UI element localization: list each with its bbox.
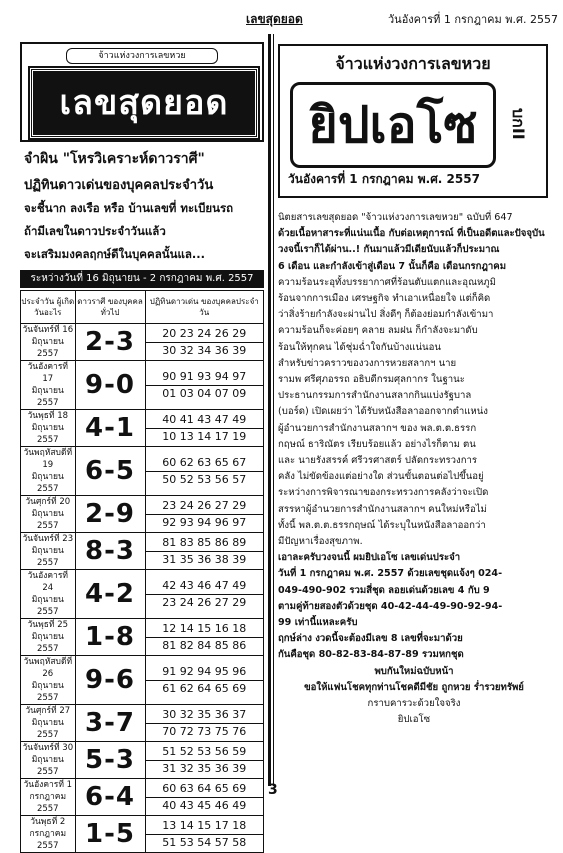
row-numbers [145, 410, 263, 447]
row-numbers-1: 81 83 85 86 89 [146, 535, 263, 552]
row-date [21, 496, 76, 533]
article-line: ร้อนให้ทุกคน ได้ชุ่มฉ่ำใจกันบ้างแน่นอน [278, 341, 441, 353]
row-numbers [145, 656, 263, 705]
row-numbers [145, 619, 263, 656]
row-month: มิถุนายน 2557 [31, 423, 64, 445]
table-row [21, 779, 264, 816]
row-star-number: 6-5 [75, 447, 145, 496]
row-star-number: 1-8 [75, 619, 145, 656]
magazine-logo [20, 42, 264, 142]
row-star-number: 5-3 [75, 742, 145, 779]
row-month: มิถุนายน 2557 [31, 509, 64, 531]
row-numbers-2: 40 43 45 46 49 [162, 798, 247, 812]
article-line: ผู้อำนวยการสำนักงานสลากฯ ของ พล.ต.ต.ธรรก [278, 422, 477, 434]
masthead-name: ยิปเอโซ [290, 82, 496, 168]
right-column [278, 34, 550, 786]
row-numbers-1: 30 32 35 36 37 [146, 707, 263, 724]
table-row [21, 447, 264, 496]
row-month: มิถุนายน 2557 [31, 632, 64, 654]
row-numbers-1: 42 43 46 47 49 [146, 578, 263, 595]
row-numbers-2: 01 03 04 07 09 [162, 386, 247, 400]
article-body [278, 210, 550, 729]
row-date [21, 656, 76, 705]
row-date [21, 705, 76, 742]
row-star-number: 4-1 [75, 410, 145, 447]
logo-tagline: จ้าวแห่งวงการเลขหวย [66, 48, 218, 64]
row-numbers-2: 81 82 84 85 86 [162, 638, 247, 652]
row-day: วันจันทร์ที่ 23 [22, 534, 74, 544]
row-star-number: 1-5 [75, 816, 145, 853]
article-line: วงจนี้เราก็ได้ผ่าน..! กันมาแล้วมีเดียนับแล้วก็ประมาณ [278, 244, 500, 256]
article-line: (บอร์ด) เปิดเผยว่า ได้รับหนังสือลาออกจากตำแหน่ง [278, 406, 488, 418]
row-numbers-1: 12 14 15 16 18 [146, 621, 263, 638]
article-line: ประธานกรรมการสำนักงานสลากกินแบ่งรัฐบาล [278, 390, 472, 402]
row-numbers-2: 50 52 53 56 57 [162, 472, 247, 486]
row-star-number: 2-9 [75, 496, 145, 533]
header-date: วันอังคารที่ 1 กรกฎาคม พ.ศ. 2557 [388, 13, 558, 26]
intro-line-4: ถ้ามีเลขในดาวประจำวันแล้ว [24, 224, 166, 238]
intro-line-2: ปฏิทินดาวเด่นของบุคคลประจำวัน [24, 178, 214, 193]
article-line: ทั้งนี้ พล.ต.ต.ธรรกฤษณ์ ได้ระบุในหนังสือลาออกว่า [278, 519, 486, 531]
article-line: และ นายรังสรรค์ ศรีวรศาสตร์ ปลัดกระทรวงการ [278, 455, 478, 467]
row-date [21, 570, 76, 619]
row-day: วันพุธที่ 18 [27, 411, 69, 421]
row-star-number: 4-2 [75, 570, 145, 619]
column-divider-thin [273, 34, 274, 786]
row-day: วันพฤหัสบดีที่ 26 [23, 657, 73, 679]
row-numbers-2: 70 72 73 75 76 [162, 724, 247, 738]
article-line: ตามคู่ท้ายสองตัวด้วยชุด 40-42-44-49-90-92-94- [278, 600, 503, 612]
header-title: เลขสุดยอด [246, 12, 303, 26]
article-line: 049-490-902 รวมสี่ชุด ลอยเด่นด้วยเลข 4 กับ 9 [278, 584, 490, 596]
article-line: 99 เท่านี้แหละครับ [278, 617, 358, 629]
row-numbers-2: 31 35 36 38 39 [162, 552, 247, 566]
row-date [21, 447, 76, 496]
article-line: ร้อนจากการเมือง เศรษฐกิจ ทำเอาเหนื่อยใจ แต่ก็คิด [278, 293, 491, 305]
row-numbers-2: 10 13 14 17 19 [162, 429, 247, 443]
intro-line-1: จำผิน "โหรวิเคราะห์ดาวราศี" [24, 151, 205, 167]
logo-title: เลขสุดยอด [30, 68, 258, 138]
row-numbers [145, 816, 263, 853]
row-date [21, 324, 76, 361]
row-numbers-2: 92 93 94 96 97 [162, 515, 247, 529]
article-line: ยิปเอโซ [397, 714, 431, 726]
header-calendar: ปฏิทินดาวเด่น ของบุคคลประจำวัน [145, 291, 263, 324]
article-line: เอาละครับวงจนนี้ ผมยิปเอโซ เลขเด่นประจำ [278, 552, 461, 564]
row-day: วันจันทร์ที่ 16 [22, 325, 74, 335]
article-line: ด้วยเนื้อหาสาระที่แน่นเนื้อ กับต่อเหตุการณ์ ที่เป็นอดีตและปัจจุบัน [278, 228, 545, 240]
header-star: ดาวราศี ของบุคคลทั่วไป [75, 291, 145, 324]
table-row [21, 324, 264, 361]
row-day: วันจันทร์ที่ 30 [22, 743, 74, 753]
row-numbers-1: 91 92 94 95 96 [146, 664, 263, 681]
row-star-number: 9-6 [75, 656, 145, 705]
table-row [21, 496, 264, 533]
row-day: วันพุธที่ 2 [30, 817, 66, 827]
row-numbers-1: 13 14 15 17 18 [146, 818, 263, 835]
row-date [21, 619, 76, 656]
row-day: วันศุกร์ที่ 20 [25, 497, 71, 507]
article-line: พบกันใหม่ฉบับหน้า [374, 665, 454, 677]
table-row [21, 705, 264, 742]
article-line: นิตยสารเลขสุดยอด "จ้าวแห่งวงการเลขหวย" ฉบับที่ 647 [278, 212, 513, 223]
row-month: มิถุนายน 2557 [31, 337, 64, 359]
intro-line-3: จะชี้นาก ลงเรือ หรือ บ้านเลขที่ ทะเบียนรถ [24, 201, 234, 215]
row-day: วันพฤหัสบดีที่ 19 [23, 448, 73, 470]
row-numbers-2: 23 24 26 27 29 [162, 595, 247, 609]
article-line: 6 เดือน และกำลังเข้าสู่เดือน 7 นั้นก็คือ เดือนกรกฎาคม [278, 260, 507, 272]
article-line: ความร้อนก็จะค่อยๆ คลาย ลมฝน ก็กำลังจะมาดับ [278, 325, 478, 337]
row-day: วันพุธที่ 25 [27, 620, 69, 630]
date-range-banner: ระหว่างวันที่ 16 มิถุนายน - 2 กรกฎาคม พ.ศ. 2557 [20, 270, 264, 288]
article-line: รามพ ศรีศุภอรรถ อธิบดีกรมศุลกากร ในฐานะ [278, 374, 465, 386]
page-number: 3 [268, 782, 278, 798]
row-month: มิถุนายน 2557 [31, 472, 64, 494]
article-line: สำหรับข่าวคราวของวงการหวยสลากฯ นาย [278, 357, 457, 369]
article-line: มีปัญหาเรื่องสุขภาพ. [278, 536, 363, 548]
row-numbers-1: 23 24 26 27 29 [146, 498, 263, 515]
row-month: มิถุนายน 2557 [31, 546, 64, 568]
row-numbers [145, 742, 263, 779]
row-numbers-1: 90 91 93 94 97 [146, 369, 263, 386]
row-month: มิถุนายน 2557 [31, 386, 64, 408]
table-row [21, 742, 264, 779]
table-row [21, 410, 264, 447]
row-numbers-2: 30 32 34 36 39 [162, 343, 247, 357]
article-line: สรรหาผู้อำนวยการสำนักงานสลากฯ คนใหม่หรือไม่ [278, 503, 487, 515]
row-star-number: 6-4 [75, 779, 145, 816]
row-date [21, 816, 76, 853]
row-month: มิถุนายน 2557 [31, 595, 64, 617]
row-day: วันอังคารที่ 24 [27, 571, 68, 593]
row-numbers-2: 31 32 35 36 39 [162, 761, 247, 775]
article-line: กันคือชุด 80-82-83-84-87-89 รวมหกชุด [278, 649, 464, 661]
left-column [14, 34, 266, 851]
row-numbers [145, 533, 263, 570]
daily-numbers-table [20, 290, 264, 853]
page-header [0, 6, 563, 30]
masthead-title: จ้าวแห่งวงการเลขหวย [335, 54, 491, 73]
intro-line-5: จะเสริมมงคลฤกษ์ดีในบุคคลนั้นแล... [24, 247, 206, 261]
row-date [21, 779, 76, 816]
intro-text [24, 148, 264, 264]
row-numbers-2: 61 62 64 65 69 [162, 681, 247, 695]
row-numbers-1: 51 52 53 56 59 [146, 744, 263, 761]
row-numbers [145, 496, 263, 533]
row-numbers [145, 324, 263, 361]
row-month: มิถุนายน 2557 [31, 718, 64, 740]
row-month: มิถุนายน 2557 [31, 681, 64, 703]
row-numbers-1: 60 63 64 65 69 [146, 781, 263, 798]
row-numbers [145, 779, 263, 816]
article-line: ระหว่างการพิจารณาของกระทรวงการคลังว่าจะเปิด [278, 487, 489, 499]
row-numbers-1: 60 62 63 65 67 [146, 455, 263, 472]
row-date [21, 361, 76, 410]
row-numbers [145, 361, 263, 410]
row-date [21, 410, 76, 447]
row-day: วันอังคารที่ 1 [23, 780, 73, 790]
header-day: ประจำวัน ผู้เกิดวันอะไร [21, 291, 76, 324]
masthead-date: วันอังคารที่ 1 กรกฎาคม พ.ศ. 2557 [288, 172, 480, 186]
table-row [21, 816, 264, 853]
article-line: วันที่ 1 กรกฎาคม พ.ศ. 2557 ด้วยเลขชุดแจ้งๆ 024- [278, 568, 503, 580]
article-line: ขอให้แฟนโชคทุกท่านโชคดีมีชัย ถูกหวย ร่ำรวยทรัพย์ [304, 681, 524, 693]
row-month: กรกฎาคม 2557 [29, 792, 67, 814]
row-day: วันอังคารที่ 17 [27, 362, 68, 384]
article-line: กฤษณ์ ธาริณัตร เรียบร้อยแล้ว อย่างไรก็ตาม ตน [278, 438, 476, 450]
row-numbers-1: 40 41 43 47 49 [146, 412, 263, 429]
row-date [21, 742, 76, 779]
row-star-number: 2-3 [75, 324, 145, 361]
table-row [21, 656, 264, 705]
table-row [21, 570, 264, 619]
row-numbers-1: 20 23 24 26 29 [146, 326, 263, 343]
table-row [21, 361, 264, 410]
article-line: ความร้อนระอุทั้งบรรยากาศที่ร้อนตับแตกและอุณหภูมิ [278, 276, 496, 288]
row-numbers [145, 570, 263, 619]
table-header-row [21, 291, 264, 324]
column-divider [268, 34, 271, 786]
row-numbers [145, 447, 263, 496]
row-star-number: 8-3 [75, 533, 145, 570]
row-star-number: 9-0 [75, 361, 145, 410]
row-month: มิถุนายน 2557 [31, 755, 64, 777]
article-line: ว่าสิ่งร้ายกำลังจะผ่านไป สิ่งดีๆ ก็ต้องย่อมกำลังเข้ามา [278, 309, 494, 321]
row-numbers [145, 705, 263, 742]
article-line: ฤกษ์ล่าง งวดนี้จะต้องมีเลข 8 เลขที่จะมาด้วย [278, 633, 463, 645]
row-day: วันศุกร์ที่ 27 [25, 706, 71, 716]
column-masthead [278, 44, 548, 198]
row-month: กรกฎาคม 2557 [29, 829, 67, 851]
table-row [21, 533, 264, 570]
table-row [21, 619, 264, 656]
row-numbers-2: 51 53 54 57 58 [162, 835, 247, 849]
article-line: คลัง ไม่ขัดข้องแต่อย่างใด ส่วนขั้นตอนต่อไปขึ้นอยู่ [278, 471, 484, 483]
masthead-side: บกII [509, 108, 528, 140]
article-line: กราบคารวะด้วยใจจริง [367, 698, 461, 710]
row-star-number: 3-7 [75, 705, 145, 742]
row-date [21, 533, 76, 570]
